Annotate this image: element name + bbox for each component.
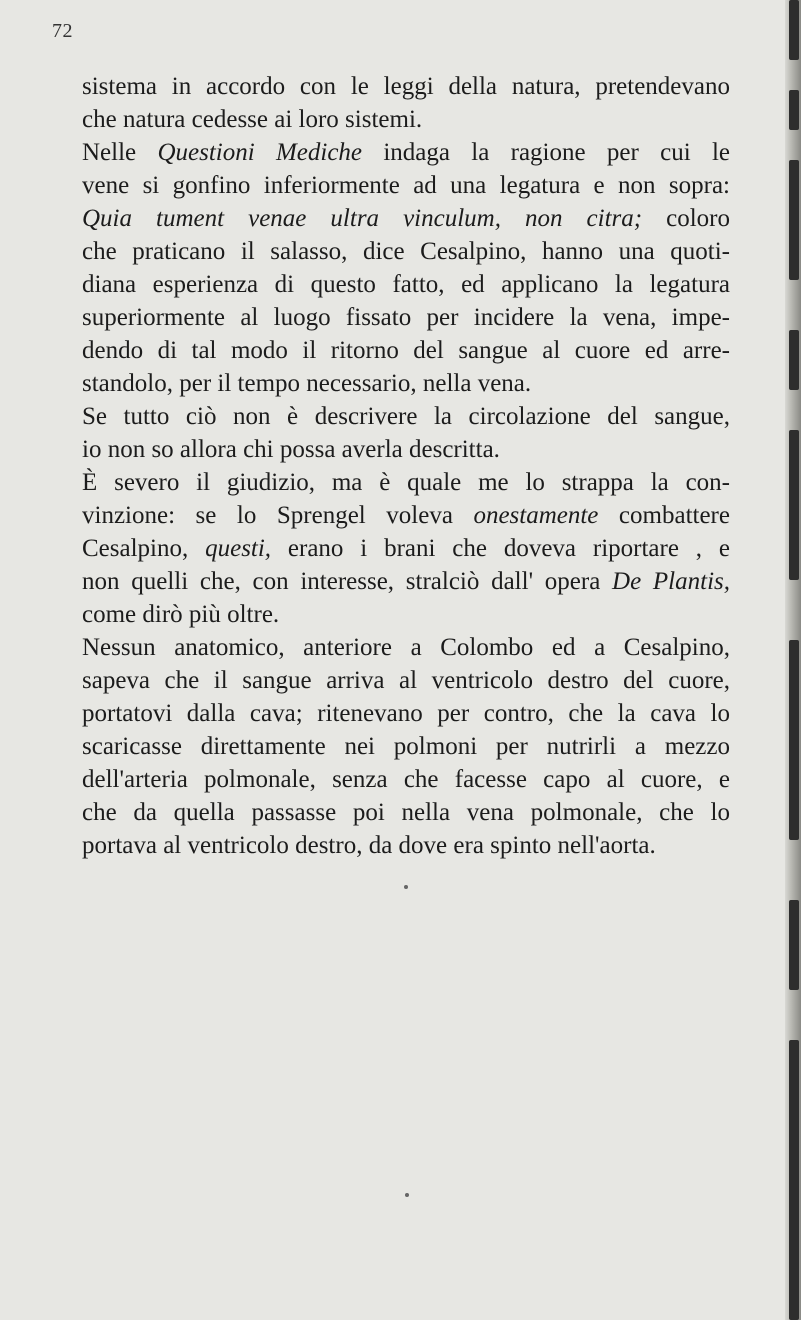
text-line <box>82 169 730 202</box>
text-segment: sapeva che il sangue arriva al ventricolo destro del cuore, <box>82 667 730 694</box>
text-segment: erano i brani che doveva riportare , e <box>271 535 730 562</box>
text-line <box>82 367 730 400</box>
text-segment: non quelli che, con interesse, stralciò dall' opera <box>82 568 613 595</box>
text-line <box>82 664 730 697</box>
binding-mark <box>789 90 799 130</box>
text-line <box>82 301 730 334</box>
text-line <box>82 70 730 103</box>
binding-mark <box>789 900 799 990</box>
text-segment: come dirò più oltre. <box>82 601 280 628</box>
text-line <box>82 532 730 565</box>
binding-mark <box>789 640 799 840</box>
text-line <box>82 400 730 433</box>
text-line <box>82 202 730 235</box>
text-segment: che natura cedesse ai loro sistemi. <box>82 106 423 133</box>
text-line <box>82 235 730 268</box>
text-segment: diana esperienza di questo fatto, ed applicano la legatura <box>82 271 730 298</box>
text-segment: standolo, per il tempo necessario, nella vena. <box>82 370 532 397</box>
italic-text: onestamente <box>473 502 599 529</box>
text-segment: vene si gonfino inferiormente ad una legatura e non sopra: <box>82 172 730 199</box>
text-segment: dendo di tal modo il ritorno del sangue al cuore ed arre- <box>82 337 730 364</box>
text-segment: Cesalpino, <box>82 535 206 562</box>
binding-mark <box>789 330 799 390</box>
text-segment: indaga la ragione per cui le <box>362 139 731 166</box>
paper-speck <box>404 885 408 889</box>
text-segment: combattere <box>598 502 730 529</box>
text-line <box>82 466 730 499</box>
text-line <box>82 565 730 598</box>
text-segment: Nessun anatomico, anteriore a Colombo ed a Cesalpino, <box>82 634 730 661</box>
text-segment: che praticano il salasso, dice Cesalpino, hanno una quoti- <box>82 238 730 265</box>
text-segment: È severo il giudizio, ma è quale me lo strappa la con- <box>82 469 730 496</box>
text-line <box>82 103 730 136</box>
text-line <box>82 598 730 631</box>
binding-mark <box>789 0 799 60</box>
text-segment: Se tutto ciò non è descrivere la circolazione del sangue, <box>82 403 730 430</box>
text-segment: superiormente al luogo fissato per incidere la vena, impe- <box>82 304 730 331</box>
page-number: 72 <box>52 20 73 42</box>
binding-mark <box>789 160 799 280</box>
text-line <box>82 796 730 829</box>
italic-text: questi, <box>205 535 272 562</box>
text-segment: dell'arteria polmonale, senza che facesse capo al cuore, e <box>82 766 730 793</box>
binding-mark <box>789 1040 799 1320</box>
text-segment: scaricasse direttamente nei polmoni per nutrirli a mezzo <box>82 733 730 760</box>
text-segment: sistema in accordo con le leggi della natura, pretendevano <box>82 73 730 100</box>
text-line <box>82 268 730 301</box>
text-line <box>82 697 730 730</box>
text-line <box>82 730 730 763</box>
text-line <box>82 433 730 466</box>
italic-text: De Plantis, <box>612 568 730 595</box>
text-line <box>82 631 730 664</box>
text-segment: Nelle <box>82 139 158 166</box>
text-line <box>82 763 730 796</box>
text-line <box>82 136 730 169</box>
text-segment: coloro <box>642 205 730 232</box>
text-segment: portava al ventricolo destro, da dove era spinto nell'aorta. <box>82 832 656 859</box>
body-text <box>82 70 730 862</box>
text-segment: portatovi dalla cava; ritenevano per contro, che la cava lo <box>82 700 730 727</box>
italic-text: Questioni Mediche <box>157 139 363 166</box>
italic-text: Quia tument venae ultra vinculum, non citra; <box>82 205 643 232</box>
paper-speck <box>405 1193 409 1197</box>
text-line <box>82 499 730 532</box>
text-line <box>82 829 730 862</box>
text-segment: vinzione: se lo Sprengel voleva <box>82 502 474 529</box>
binding-mark <box>789 430 799 580</box>
text-line <box>82 334 730 367</box>
text-segment: che da quella passasse poi nella vena polmonale, che lo <box>82 799 730 826</box>
text-segment: io non so allora chi possa averla descritta. <box>82 436 500 463</box>
